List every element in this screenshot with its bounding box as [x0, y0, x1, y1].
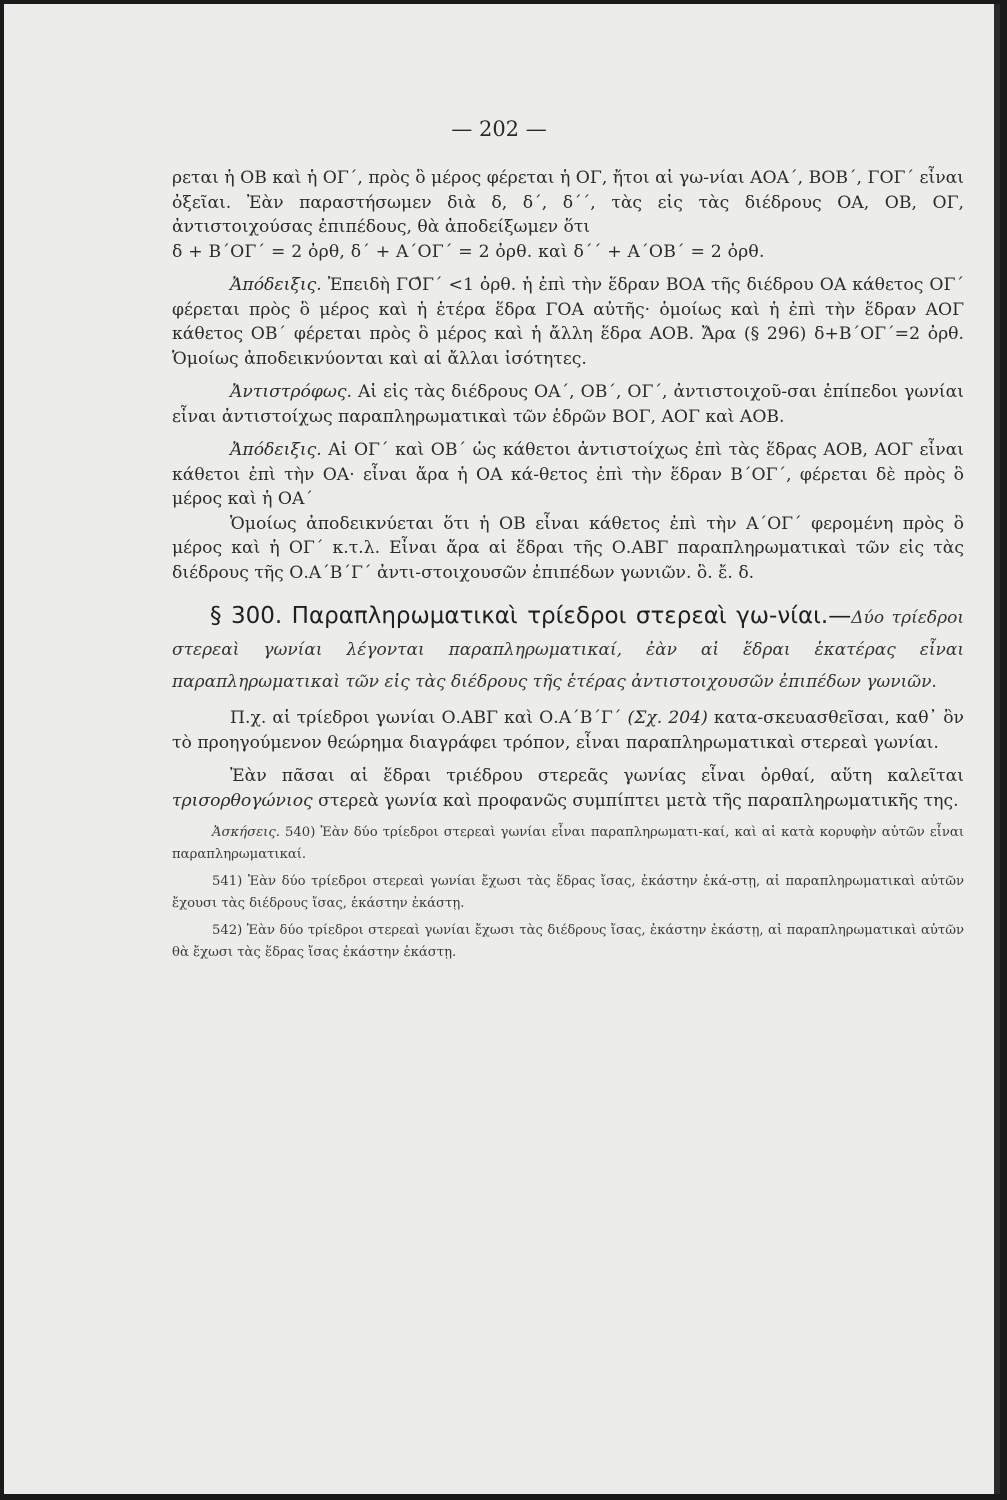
converse-label: Ἀντιστρόφως.: [230, 382, 352, 402]
trirect-text-b: στερεὰ γωνία καὶ προφανῶς συμπίπτει μετὰ τῆς παραπληρωματικῆς της.: [318, 790, 959, 811]
example-text-a: Π.χ. αἱ τρίεδροι γωνίαι Ο.ΑΒΓ καὶ Ο.Α΄Β΄Γ΄: [230, 708, 622, 728]
proof-text: Ἐπειδὴ ΓΟ̂Γ΄ <1 ὀρθ. ἡ ἐπὶ τὴν ἕδραν ΒΟΑ τῆς διέδρου ΟΑ κάθετος ΟΓ΄ φέρεται πρὸς ὃ μέρος καὶ ἡ ἑτέρα ἕδρα ΓΟΑ αὐτῆς· ὁμοίως καὶ ἡ ἐπὶ τὴν ἕδραν ΑΟΓ κάθετος ΟΒ΄ φέρεται πρὸς ὃ μέρος καὶ ἡ ἄλλη ἕδρα ΑΟΒ. Ἄρα (§ 296) δ+Β΄ΟΓ΄=2 ὀρθ. Ὁμοίως ἀποδεικνύονται καὶ αἱ ἄλλαι ἰσότητες.: [172, 275, 964, 369]
trirectangular-paragraph: [172, 764, 964, 813]
converse-text: Αἱ εἰς τὰς διέδρους ΟΑ΄, ΟΒ΄, ΟΓ΄, ἀντιστοιχοῦ-σαι ἐπίπεδοι γωνίαι εἶναι ἀντιστοίχως παραπληρωματικαὶ τῶν ἑδρῶν ΒΟΓ, ΑΟΓ καὶ ΑΟΒ.: [172, 382, 964, 427]
equation-line: δ + Β΄ΟΓ΄ = 2 ὀρθ, δ΄ + Α΄ΟΓ΄ = 2 ὀρθ. καὶ δ΄΄ + Α΄ΟΒ΄ = 2 ὀρθ.: [172, 241, 765, 262]
exercises-label: Ἀσκήσεις.: [212, 825, 280, 840]
proof-continuation: Ὁμοίως ἀποδεικνύεται ὅτι ἡ ΟΒ εἶναι κάθετος ἐπὶ τὴν Α΄ΟΓ΄ φερομένη πρὸς ὃ μέρος καὶ ἡ ΟΓ΄ κ.τ.λ. Εἶναι ἄρα αἱ ἕδραι τῆς Ο.ΑΒΓ παραπληρωματικαὶ τῶν εἰς τὰς διέδρους τῆς Ο.Α΄Β΄Γ΄ ἀντι-στοιχουσῶν ἐπιπέδων γωνιῶν. ὃ. ἔ. δ.: [172, 513, 964, 583]
proof-label-2: Ἀπόδειξις.: [230, 440, 322, 460]
proof-text-2: Αἱ ΟΓ΄ καὶ ΟΒ΄ ὡς κάθετοι ἀντιστοίχως ἐπὶ τὰς ἕδρας ΑΟΒ, ΑΟΓ εἶναι κάθετοι ἐπὶ τὴν ΟΑ· εἶναι ἄρα ἡ ΟΑ κά-θετος ἐπὶ τὴν ἕδραν Β΄ΟΓ΄, φέρεται δὲ πρὸς ὃ μέρος καὶ ἡ ΟΑ΄: [172, 440, 964, 509]
trirect-term: τρισορθογώνιος: [172, 790, 313, 811]
proof-paragraph: [172, 273, 964, 371]
book-page: [4, 4, 1000, 1494]
converse-paragraph: [172, 380, 964, 429]
exercise-541: 541) Ἐὰν δύο τρίεδροι στερεαὶ γωνίαι ἔχωσι τὰς ἕδρας ἴσας, ἑκάστην ἑκά-στῃ, αἱ παραπληρωματικαὶ αὐτῶν ἔχουσι τὰς διέδρους ἴσας, ἑκάστην ἑκάστῃ.: [172, 874, 964, 911]
exercise-540-text: 540) Ἐὰν δύο τρίεδροι στερεαὶ γωνίαι εἶναι παραπληρωματι-καί, καὶ αἱ κατὰ κορυφὴν αὐτῶν εἶναι παραπληρωματικαί.: [172, 825, 964, 862]
example-paragraph: [172, 706, 964, 755]
trirect-text-a: Ἐὰν πᾶσαι αἱ ἕδραι τριέδρου στερεᾶς γωνίας εἶναι ὀρθαί, αὕτη καλεῖται: [230, 766, 964, 786]
example-text-b: κατα-σκευασθεῖσαι, καθ᾿ ὃν τὸ προηγούμενον θεώρημα διαγράφει τρόπον, εἶναι παραπληρωματικαὶ στερεαὶ γωνίαι.: [172, 708, 964, 753]
exercise-542: 542) Ἐὰν δύο τρίεδροι στερεαὶ γωνίαι ἔχωσι τὰς διέδρους ἴσας, ἑκάστην ἑκάστῃ, αἱ παραπληρωματικαὶ αὐτῶν θὰ ἔχωσι τὰς ἕδρας ἴσας ἑκάστην ἑκάστῃ.: [172, 923, 964, 960]
exercise-540: [172, 822, 964, 866]
section-300: [172, 601, 964, 697]
figure-reference: (Σχ. 204): [627, 708, 708, 728]
section-heading: § 300. Παραπληρωματικαὶ τρίεδροι στερεαὶ γω-νίαι.—: [210, 603, 852, 629]
page-number: — 202 —: [451, 117, 547, 141]
proof-label: Ἀπόδειξις.: [230, 275, 322, 295]
page-body: [172, 166, 964, 964]
section-definition: Δύο τρίεδροι στερεαὶ γωνίαι λέγονται παραπληρωματικαί, ἐὰν αἱ ἕδραι ἑκατέρας εἶναι παραπληρωματικαὶ τῶν εἰς τὰς διέδρους τῆς ἑτέρας ἀντιστοιχουσῶν ἐπιπέδων γωνιῶν.: [172, 608, 964, 692]
paragraph-continuation: ρεται ἡ ΟΒ καὶ ἡ ΟΓ΄, πρὸς ὃ μέρος φέρεται ἡ ΟΓ, ἤτοι αἱ γω-νίαι ΑΟΑ΄, ΒΟΒ΄, ΓΟΓ΄ εἶναι ὀξεῖαι. Ἐὰν παραστήσωμεν διὰ δ, δ΄, δ΄΄, τὰς εἰς τὰς διέδρους ΟΑ, ΟΒ, ΟΓ, ἀντιστοιχούσας ἐπιπέδους, θὰ ἀποδείξωμεν ὅτι: [172, 168, 964, 237]
proof-paragraph-2: [172, 438, 964, 512]
